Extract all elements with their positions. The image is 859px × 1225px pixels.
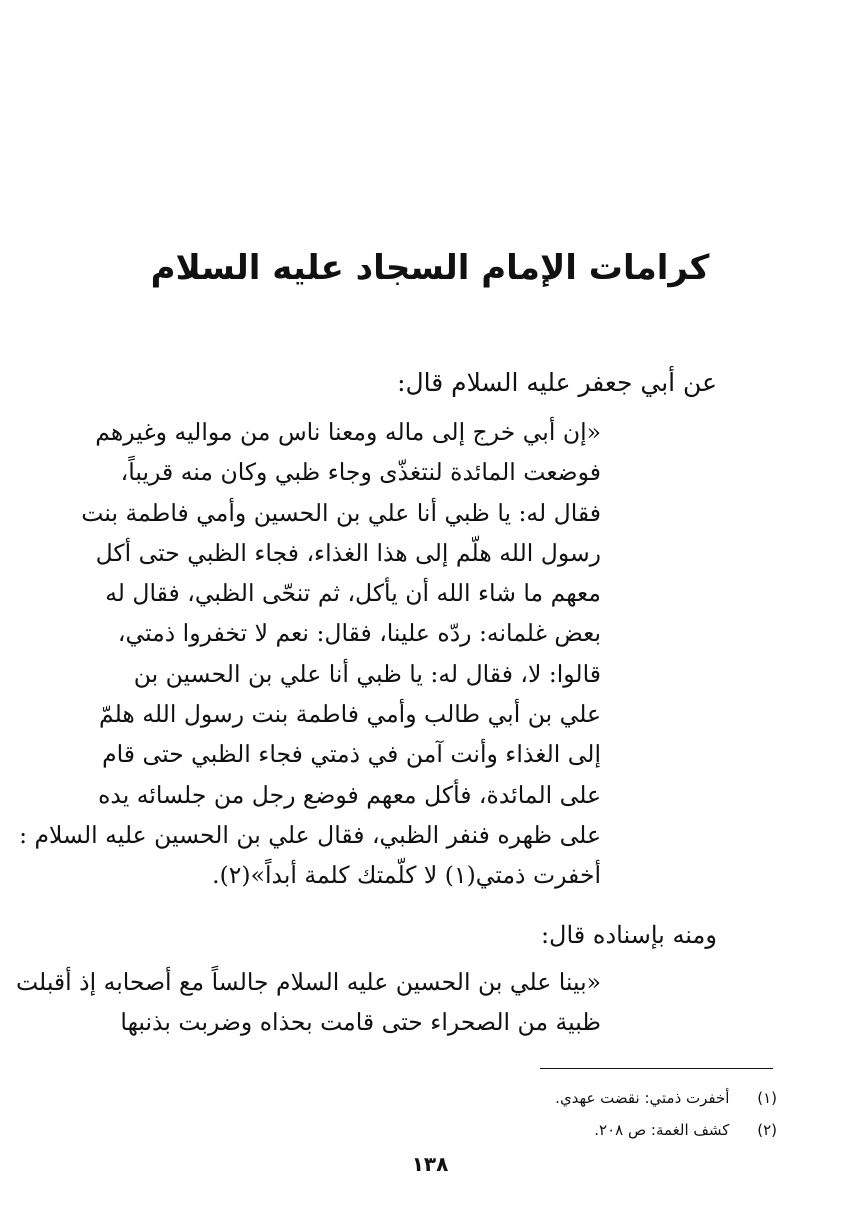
footnote-text: كشف الغمة: ص ٢٠٨. — [594, 1121, 730, 1139]
footnote-text: أخفرت ذمتي: نقضت عهدي. — [555, 1089, 730, 1107]
text-line: فقال له: يا ظبي أنا علي بن الحسين وأمي فاطمة بنت — [81, 498, 601, 527]
text-line: «بينا علي بن الحسين عليه السلام جالساً مع أصحابه إذ أقبلت — [15, 968, 601, 996]
text-line: علي بن أبي طالب وأمي فاطمة بنت رسول الله هلمّ — [99, 700, 601, 729]
footnotes — [357, 1082, 777, 1146]
section1-text — [19, 412, 601, 896]
text-line: معهم ما شاء الله أن يأكل، ثم تنحّى الظبي، فقال له — [105, 579, 601, 608]
text-line: ظبية من الصحراء حتى قامت بحذاه وضربت بذنبها — [120, 1008, 601, 1036]
footnote-number: (٢) — [757, 1121, 777, 1139]
text-line: إلى الغذاء وأنت آمن في ذمتي فجاء الظبي حتى قام — [102, 740, 601, 769]
footnote-divider — [540, 1068, 773, 1069]
text-line: قالوا: لا، فقال له: يا ظبي أنا علي بن الحسين بن — [133, 659, 601, 688]
text-line: بعض غلمانه: ردّه علينا، فقال: نعم لا تخفروا ذمتي، — [117, 619, 601, 648]
section2-intro: ومنه بإسناده قال: — [540, 921, 717, 949]
footnote-number: (١) — [757, 1089, 777, 1107]
text-line: رسول الله هلّم إلى هذا الغذاء، فجاء الظبي حتى أكل — [95, 538, 601, 567]
text-line: على ظهره فنفر الظبي، فقال علي بن الحسين عليه السلام : — [19, 820, 601, 849]
chapter-title: كرامات الإمام السجاد عليه السلام — [150, 248, 710, 288]
text-line: «إن أبي خرج إلى ماله ومعنا ناس من مواليه وغيرهم — [95, 418, 601, 446]
text-line: على المائدة، فأكل معهم فوضع رجل من جلسائه يده — [98, 780, 601, 809]
text-line: فوضعت المائدة لنتغذّى وجاء ظبي وكان منه قريباً، — [120, 458, 601, 487]
footnote-1 — [357, 1082, 777, 1114]
footnote-2 — [357, 1114, 777, 1146]
section1-intro: عن أبي جعفر عليه السلام قال: — [397, 368, 717, 397]
section2-text — [15, 962, 601, 1042]
text-line: أخفرت ذمتي(١) لا كلّمتك كلمة أبداً»(٢). — [212, 861, 601, 890]
page-number: ١٣٨ — [411, 1152, 449, 1176]
